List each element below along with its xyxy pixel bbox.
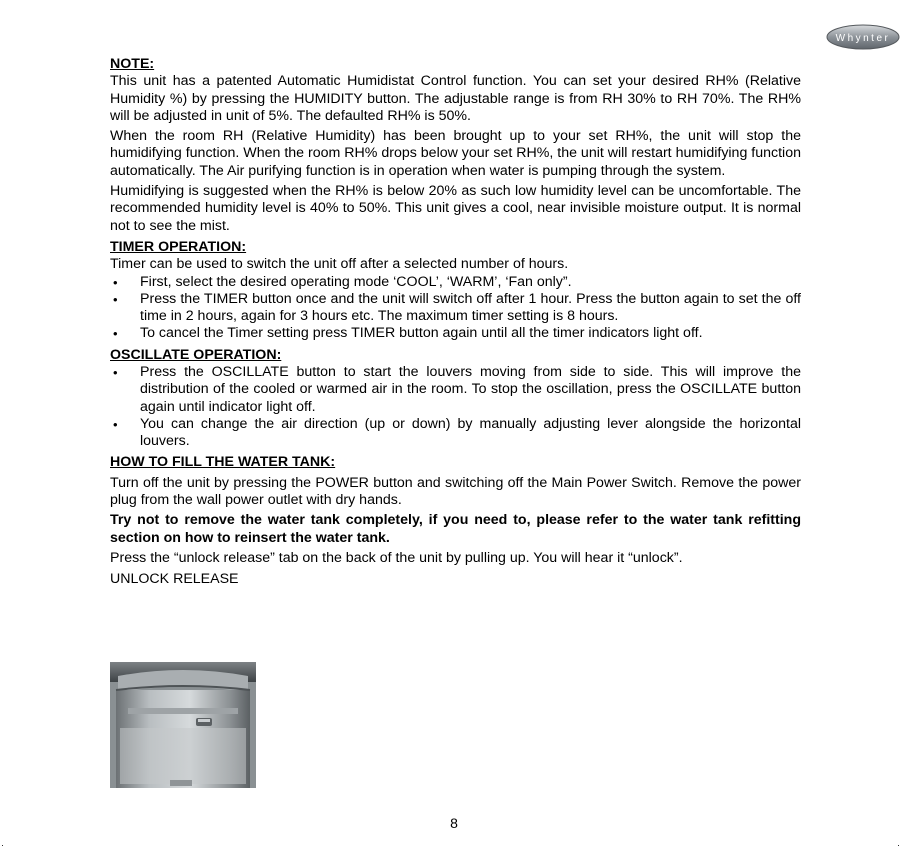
timer-heading: TIMER OPERATION: bbox=[110, 238, 247, 255]
timer-intro: Timer can be used to switch the unit off after a selected number of hours. bbox=[110, 256, 569, 273]
list-item bbox=[110, 291, 801, 326]
oscillate-heading: OSCILLATE OPERATION: bbox=[110, 346, 282, 363]
corner-dot-left: · bbox=[1, 840, 4, 850]
list-item-text: First, select the desired operating mode ‘COOL’, ‘WARM’, ‘Fan only”. bbox=[140, 273, 572, 290]
oscillate-steps-list bbox=[110, 364, 801, 450]
bullet-icon: • bbox=[113, 291, 118, 307]
water-tank-warning: Try not to remove the water tank completely, if you need to, please refer to the water tank refitting section on how to reinsert the water tank. bbox=[110, 512, 801, 546]
list-item-text: To cancel the Timer setting press TIMER button again until all the timer indicators light off. bbox=[140, 325, 703, 342]
brand-logo bbox=[826, 24, 900, 50]
note-heading: NOTE: bbox=[110, 56, 155, 72]
bullet-icon: • bbox=[113, 274, 118, 290]
list-item bbox=[110, 416, 801, 451]
bullet-icon: • bbox=[113, 416, 118, 432]
water-tank-heading: HOW TO FILL THE WATER TANK: bbox=[110, 453, 336, 470]
list-item bbox=[110, 325, 801, 342]
water-tank-paragraph-2: Press the “unlock release” tab on the back of the unit by pulling up. You will hear it “unlock”. bbox=[110, 550, 683, 567]
unlock-release-label: UNLOCK RELEASE bbox=[110, 571, 239, 588]
timer-steps-list bbox=[110, 274, 801, 343]
corner-dot-right: · bbox=[897, 840, 900, 850]
water-tank-paragraph-1: Turn off the unit by pressing the POWER button and switching off the Main Power Switch. Remove the power plug from the wall power outlet with dry hands. bbox=[110, 474, 801, 509]
unlock-release-photo bbox=[110, 662, 256, 788]
brand-logo-text: Whynter bbox=[835, 33, 891, 44]
note-paragraph-2: When the room RH (Relative Humidity) has been brought up to your set RH%, the unit will stop the humidifying function. When the room RH% drops below your set RH%, the unit will restart humidifying function automatically. The Air purifying function is in operation when water is pumping through the system. bbox=[110, 128, 801, 179]
list-item-text: You can change the air direction (up or down) by manually adjusting lever alongside the horizontal louvers. bbox=[140, 415, 801, 450]
note-paragraph-3: Humidifying is suggested when the RH% is below 20% as such low humidity level can be uncomfortable. The recommended humidity level is 40% to 50%. This unit gives a cool, near invisible moisture output. It is normal not to see the mist. bbox=[110, 183, 801, 234]
list-item-text: Press the OSCILLATE button to start the louvers moving from side to side. This will improve the distribution of the cooled or warmed air in the room. To stop the oscillation, press the OSCILLATE button again until indicator light off. bbox=[140, 364, 801, 415]
note-paragraph-1: This unit has a patented Automatic Humidistat Control function. You can set your desired RH% (Relative Humidity %) by pressing the HUMIDITY button. The adjustable range is from RH 30% to RH 70%. The RH% will be adjusted in unit of 5%. The defaulted RH% is 50%. bbox=[110, 73, 801, 124]
page-number: 8 bbox=[450, 815, 458, 831]
bullet-icon: • bbox=[113, 365, 118, 381]
manual-page-content bbox=[110, 56, 801, 589]
list-item bbox=[110, 274, 801, 291]
bullet-icon: • bbox=[113, 326, 118, 342]
list-item bbox=[110, 364, 801, 416]
list-item-text: Press the TIMER button once and the unit will switch off after 1 hour. Press the button again to set the off time in 2 hours, again for 3 hours etc. The maximum timer setting is 8 hours. bbox=[140, 290, 801, 325]
